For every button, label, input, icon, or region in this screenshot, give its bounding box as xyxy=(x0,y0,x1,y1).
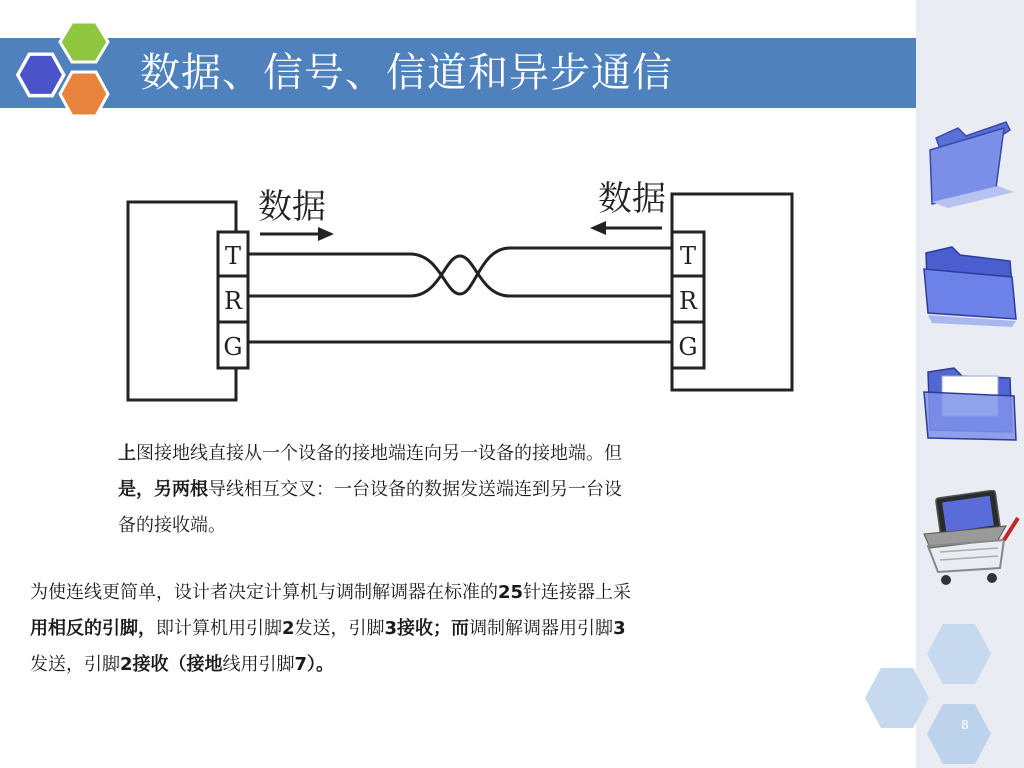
p1-seg5: 备的接收端。 xyxy=(118,515,226,536)
p2-seg6: 2 xyxy=(282,618,295,639)
right-arrow-icon xyxy=(260,227,334,241)
hexagon-blue xyxy=(18,54,64,95)
p2-seg9: 调制解调器用引脚 xyxy=(469,618,614,639)
p1-seg3: 是，另两根 xyxy=(118,479,208,500)
p2-seg4: 用相反的引脚， xyxy=(30,618,156,639)
right-pin-t: T xyxy=(679,242,697,270)
p2-seg10: 3 xyxy=(613,618,626,639)
left-pin-t: T xyxy=(224,242,242,270)
p2-seg2: 25 xyxy=(498,582,524,603)
left-pin-r: R xyxy=(223,287,243,315)
hexagon-green xyxy=(60,22,108,62)
p2-seg7: 发送，引脚 xyxy=(294,618,385,639)
right-data-label: 数据 xyxy=(598,179,666,219)
paragraph-pin-assignment xyxy=(30,575,900,683)
p2-seg13: 线用引脚 xyxy=(222,654,295,675)
left-pin-g: G xyxy=(223,333,243,361)
left-arrow-icon xyxy=(590,221,662,235)
laptop-shopping-cart-icon[interactable] xyxy=(918,490,1022,590)
p2-seg5: 即计算机用引脚 xyxy=(156,618,282,639)
p2-seg14: 7）。 xyxy=(294,654,335,675)
p1-seg2: 图接地线直接从一个设备的接地端连向另一设备的接地端。但 xyxy=(136,443,622,464)
hexagon-orange xyxy=(60,72,108,116)
slide-title: 数据、信号、信道和异步通信 xyxy=(140,50,673,96)
folder-open-icon[interactable] xyxy=(918,110,1022,210)
p2-seg8: 3接收；而 xyxy=(384,618,470,639)
p2-seg11: 发送，引脚 xyxy=(30,654,120,675)
page-number: 8 xyxy=(961,718,969,732)
p1-seg4: 导线相互交叉：一台设备的数据发送端连到另一台设 xyxy=(208,479,622,500)
p1-seg1: 上 xyxy=(118,443,136,464)
folder-document-icon[interactable] xyxy=(918,358,1022,458)
crossed-wires xyxy=(248,248,672,296)
p2-seg1: 为使连线更简单，设计者决定计算机与调制解调器在标准的 xyxy=(30,582,498,603)
paragraph-crossover-explanation xyxy=(118,436,838,544)
p2-seg12: 2接收（接地 xyxy=(120,654,223,675)
right-pin-r: R xyxy=(678,287,698,315)
p2-seg3: 针连接器上采 xyxy=(523,582,632,603)
left-data-label: 数据 xyxy=(258,187,326,227)
hexagon-logo-icon xyxy=(10,18,130,128)
right-pin-g: G xyxy=(678,333,698,361)
serial-connection-diagram xyxy=(110,170,820,420)
folder-icon[interactable] xyxy=(918,235,1022,335)
